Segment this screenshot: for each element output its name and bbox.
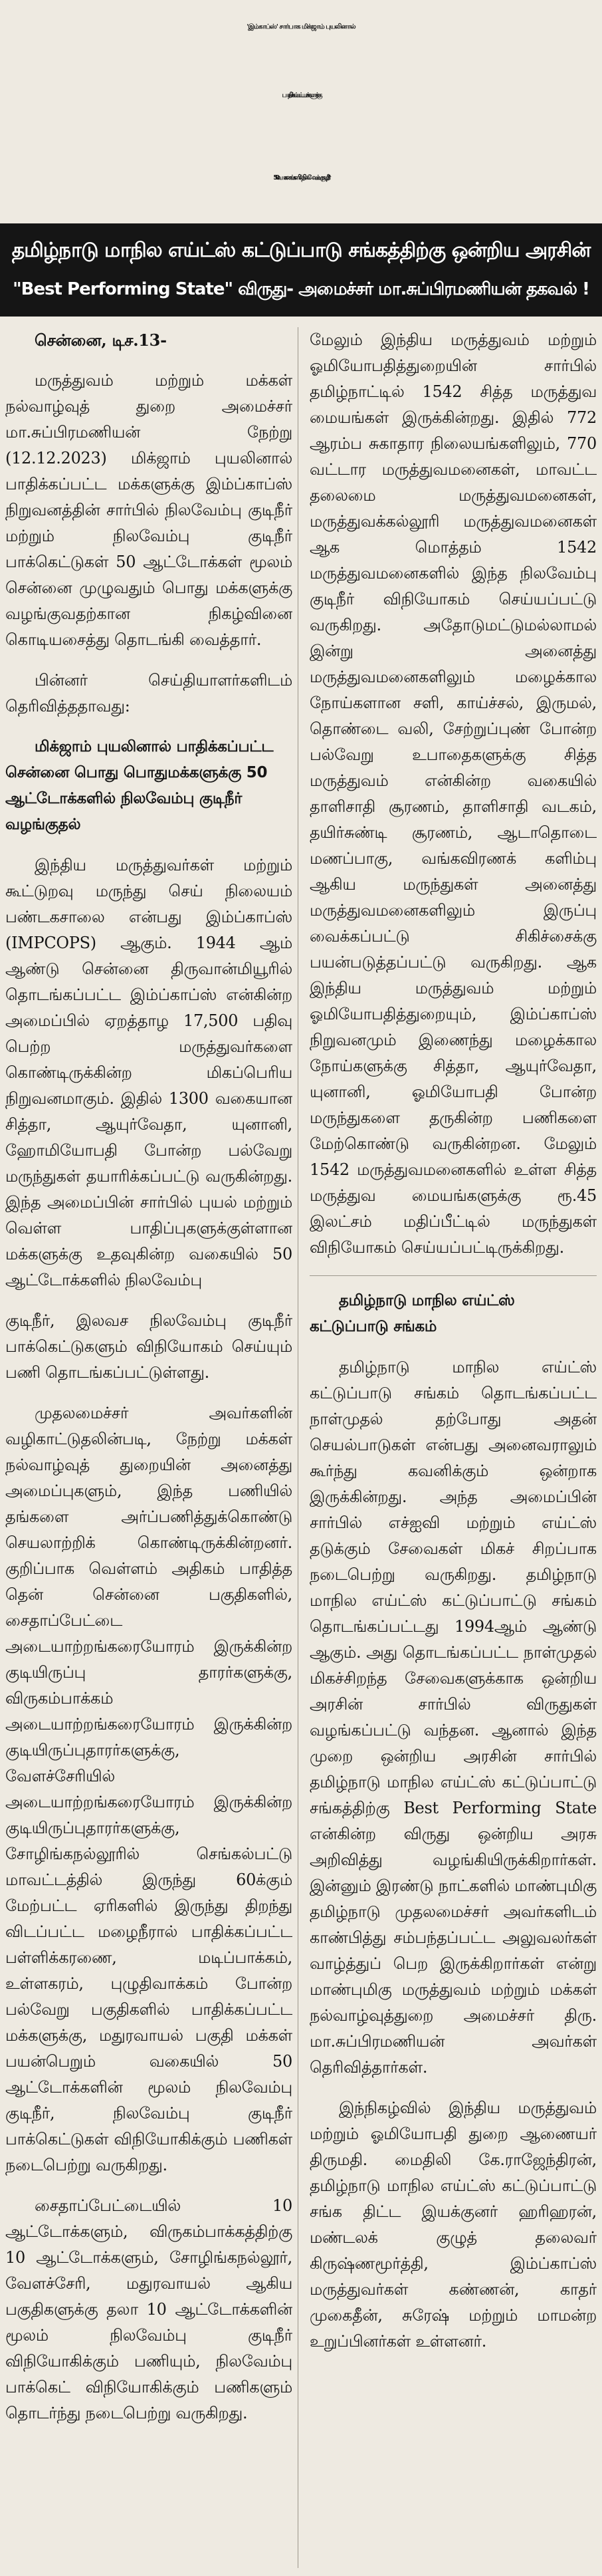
kicker-line: 'இம்காப்ஸ்' சார்பாக மிக்ஜாம் புயலினால் (247, 23, 355, 31)
subheadline-line-2: "Best Performing State" விருது- அமைச்சர் மா.சுப்பிரமணியன் தகவல் ! (13, 279, 589, 299)
article-right-column (310, 327, 597, 2568)
paragraph-award: தமிழ்நாடு மாநில எய்ட்ஸ் கட்டுப்பாடு சங்கம் தொடங்கப்பட்ட நாள்முதல் தற்போது அதன் செயல்பாடுகள் என்பது அனைவராலும் கூர்ந்து கவனிக்கும் ஒன்றாக இருக்கின்றது. அந்த அமைப்பின் சார்பில் எச்ஐவி மற்றும் எய்ட்ஸ் தடுக்கும் சேவைகள் மிகச் சிறப்பாக நடைபெற்று வருகிறது. தமிழ்நாடு மாநில எய்ட்ஸ் கட்டுப்பாட்டு சங்கம் தொடங்கப்பட்டது 1994ஆம் ஆண்டு ஆகும். அது தொடங்கப்பட்ட நாள்முதல் மிகச்சிறந்த சேவைகளுக்காக ஒன்றிய அரசின் சார்பில் விருதுகள் வழங்கப்பட்டு வந்தன. ஆனால் இந்த முறை ஒன்றிய அரசின் சார்பில் தமிழ்நாடு மாநில எய்ட்ஸ் கட்டுப்பாட்டு சங்கத்திற்கு Best Performing State என்கின்ற விருது ஒன்றிய அரசு அறிவித்து வழங்கியிருக்கிறார்கள். இன்னும் இரண்டு நாட்களில் மாண்புமிகு தமிழ்நாடு முதலமைச்சர் அவர்களிடம் காண்பித்து சம்பந்தப்பட்ட அலுவலர்கள் வாழ்த்துப் பெற இருக்கிறார்கள் என்று மாண்புமிகு மருத்துவம் மற்றும் மக்கள் நல்வாழ்வுத்துறை அமைச்சர் திரு. மா.சுப்பிரமணியன் அவர்கள் தெரிவித்தார்கள். (310, 1358, 597, 2077)
headline-line-1: பாதிக்கப்பட்ட மக்களுக்கு (282, 92, 320, 99)
paragraph-attendees: இந்நிகழ்வில் இந்திய மருத்துவம் மற்றும் ஓமியோபதி துறை ஆணையர் திருமதி. மைதிலி கே.ராஜேந்திரன், தமிழ்நாடு மாநில எய்ட்ஸ் கட்டுப்பாட்டு சங்க திட்ட இயக்குனர் ஹரிஹரன், மண்டலக் குழுத் தலைவர் கிருஷ்ணமூர்த்தி, இம்ப்காப்ஸ் மருத்துவர்கள் கண்ணன், காதர் முகைதீன், சுரேஷ் மற்றும் மாமன்ற உறுப்பினர்கள் உள்ளனர். (310, 2099, 597, 2351)
headline-line-2: 50 வாகனங்களில் நிலவேம்பு குடிநீர்! (273, 174, 329, 182)
dateline: சென்னை, டிச.13- (35, 330, 167, 350)
section-heading-aids-society: தமிழ்நாடு மாநில எய்ட்ஸ் கட்டுப்பாடு சங்கம் (310, 1292, 515, 1335)
section-rule (310, 1275, 597, 1276)
paragraph-autos: சைதாப்பேட்டையில் 10 ஆட்டோக்களும், விருகம்பாக்கத்திற்கு 10 ஆட்டோக்களும், சோழிங்கநல்லூர், வேளச்சேரி, மதுரவாயல் ஆகிய பகுதிகளுக்கு தலா 10 ஆட்டோக்களின் மூலம் நிலவேம்பு குடிநீர் விநியோகிக்கும் பணியும், நிலவேம்பு பாக்கெட் விநியோகிக்கும் பணிகளும் தொடர்ந்து நடைபெற்று வருகிறது. (5, 2196, 292, 2422)
paragraph-distribution: குடிநீர், இலவச நிலவேம்பு குடிநீர் பாக்கெட்டுகளும் விநியோகம் செய்யும் பணி தொடங்கப்பட்டுள்ளது. (5, 1311, 292, 1382)
paragraph-siddha-centres: மேலும் இந்திய மருத்துவம் மற்றும் ஓமியோபதித்துறையின் சார்பில் தமிழ்நாட்டில் 1542 சித்த மருத்துவ மையங்கள் இருக்கின்றது. இதில் 772 ஆரம்ப சுகாதார நிலையங்களிலும், 770 வட்டார மருத்துவமனைகள், மாவட்ட தலைமை மருத்துவமனைகள், மருத்துவக்கல்லூரி மருத்துவமனைகள் ஆக மொத்தம் 1542 மருத்துவமனைகளில் இந்த நிலவேம்பு குடிநீர் விநியோகம் செய்யப்பட்டு வருகிறது. அதோடுமட்டுமல்லாமல் இன்று அனைத்து மருத்துவமனைகளிலும் மழைக்கால நோய்களான சளி, காய்ச்சல், இருமல், தொண்டை வலி, சேற்றுப்புண் போன்ற பல்வேறு உபாதைகளுக்கு சித்த மருத்துவம் என்கின்ற வகையில் தாளிசாதி சூரணம், தாளிசாதி வடகம், தயிர்சுண்டி சூரணம், ஆடாதொடை மணப்பாகு, வங்கவிரணக் களிம்பு ஆகிய மருந்துகள் அனைத்து மருத்துவமனைகளிலும் இருப்பு வைக்கப்பட்டு சிகிச்சைக்கு பயன்படுத்தப்பட்டு வருகிறது. ஆக இந்திய மருத்துவம் மற்றும் ஓமியோபதித்துறையும், இம்ப்காப்ஸ் நிறுவனமும் இணைந்து மழைக்கால நோய்களுக்கு சித்தா, ஆயுர்வேதா, யுனானி, ஓமியோபதி போன்ற மருந்துகளை தருகின்ற பணிகளை மேற்கொண்டு வருகின்றன. மேலும் 1542 மருத்துவமனைகளில் உள்ள சித்த மருத்துவ மையங்களுக்கு ரூ.45 இலட்சம் மதிப்பீட்டில் மருந்துகள் விநியோகம் செய்யப்பட்டிருக்கிறது. (310, 330, 597, 1257)
subheadline-banner (0, 223, 602, 317)
paragraph-impcops: இந்திய மருத்துவர்கள் மற்றும் கூட்டுறவு மருந்து செய் நிலையம் பண்டகசாலை என்பது இம்ப்காப்ஸ் (IMPCOPS) ஆகும். 1944 ஆம் ஆண்டு சென்னை திருவான்மியூரில் தொடங்கப்பட்ட இம்ப்காப்ஸ் என்கின்ற அமைப்பில் ஏறத்தாழ 17,500 பதிவு பெற்ற மருத்துவர்களை கொண்டிருக்கின்ற மிகப்பெரிய நிறுவனமாகும். இதில் 1300 வகையான சித்தா, ஆயுர்வேதா, யுனானி, ஹோமியோபதி போன்ற பல்வேறு மருந்துகள் தயாரிக்கப்பட்டு வருகின்றது. இந்த அமைப்பின் சார்பில் புயல் மற்றும் வெள்ள பாதிப்புகளுக்குள்ளான மக்களுக்கு உதவுகின்ற வகையில் 50 ஆட்டோக்களில் நிலவேம்பு (5, 856, 292, 1289)
subheadline-line-1: தமிழ்நாடு மாநில எய்ட்ஸ் கட்டுப்பாடு சங்கத்திற்கு ஒன்றிய அரசின் (11, 239, 591, 262)
paragraph-chief-minister: முதலமைச்சர் அவர்களின் வழிகாட்டுதலின்படி, நேற்று மக்கள் நல்வாழ்வுத் துறையின் அனைத்து அமைப்புகளும், இந்த பணியில் தங்களை அர்ப்பணித்துக்கொண்டு செயலாற்றிக் கொண்டிருக்கின்றனர். குறிப்பாக வெள்ளம் அதிகம் பாதித்த தென் சென்னை பகுதிகளில், சைதாப்பேட்டை அடையாற்றங்கரையோரம் இருக்கின்ற குடியிருப்பு தாரர்களுக்கு, விருகம்பாக்கம் அடையாற்றங்கரையோரம் இருக்கின்ற குடியிருப்புதாரர்களுக்கு, வேளச்சேரியில் அடையாற்றங்கரையோரம் இருக்கின்ற குடியிருப்புதாரர்களுக்கு, சோழிங்கநல்லூரில் செங்கல்பட்டு மாவட்டத்தில் இருந்து 60க்கும் மேற்பட்ட ஏரிகளில் இருந்து திறந்து விடப்பட்ட மழைநீரால் பாதிக்கப்பட்ட பள்ளிக்கரணை, மடிப்பாக்கம், உள்ளகரம், புழுதிவாக்கம் போன்ற பல்வேறு பகுதிகளில் பாதிக்கப்பட்ட மக்களுக்கு, மதுரவாயல் பகுதி மக்கள் பயன்பெறும் வகையில் 50 ஆட்டோக்களின் மூலம் நிலவேம்பு குடிநீர், நிலவேம்பு குடிநீர் பாக்கெட்டுகள் விநியோகிக்கும் பணிகள் நடைபெற்று வருகிறது. (5, 1404, 292, 2174)
section-heading-nilavembu: மிக்ஜாம் புயலினால் பாதிக்கப்பட்ட சென்னை பொது பொதுமக்களுக்கு 50 ஆட்டோக்களில் நிலவேம்பு குடிநீர் வழங்குதல் (5, 738, 274, 833)
article-left-column (5, 327, 292, 2568)
paragraph-press: பின்னர் செய்தியாளர்களிடம் தெரிவித்ததாவது: (5, 671, 292, 715)
paragraph-intro: மருத்துவம் மற்றும் மக்கள் நல்வாழ்வுத் துறை அமைச்சர் மா.சுப்பிரமணியன் நேற்று (12.12.2023) மிக்ஜாம் புயலினால் பாதிக்கப்பட்ட மக்களுக்கு இம்ப்காப்ஸ் நிறுவனத்தின் சார்பில் நிலவேம்பு குடிநீர் மற்றும் நிலவேம்பு குடிநீர் பாக்கெட்டுகள் 50 ஆட்டோக்கள் மூலம் சென்னை முழுவதும் பொது மக்களுக்கு வழங்குவதற்கான நிகழ்வினை கொடியசைத்து தொடங்கி வைத்தார். (5, 371, 292, 649)
